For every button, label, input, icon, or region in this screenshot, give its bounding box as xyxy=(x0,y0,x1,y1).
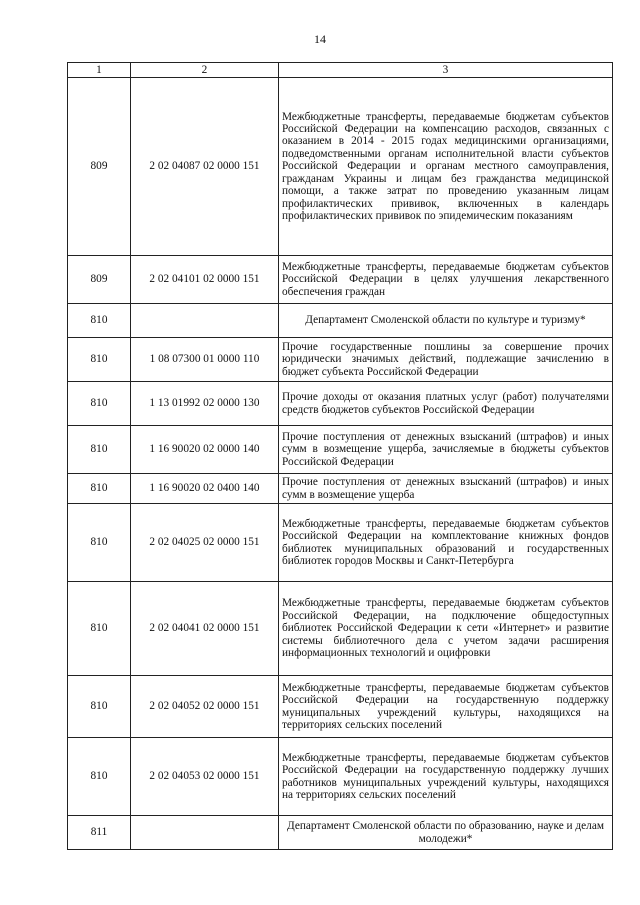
admin-code-cell: 811 xyxy=(68,816,131,850)
revenue-code-cell xyxy=(131,304,279,338)
revenue-code-cell: 1 08 07300 01 0000 110 xyxy=(131,338,279,382)
table-row xyxy=(68,338,613,382)
table-row xyxy=(68,676,613,738)
revenue-code-cell xyxy=(131,816,279,850)
department-title-cell: Департамент Смоленской области по культуре и туризму* xyxy=(279,304,613,338)
table-row xyxy=(68,78,613,256)
department-row xyxy=(68,816,613,850)
admin-code-cell: 810 xyxy=(68,338,131,382)
admin-code-cell: 810 xyxy=(68,304,131,338)
page-number: 14 xyxy=(314,32,326,46)
revenue-code-cell: 2 02 04087 02 0000 151 xyxy=(131,78,279,256)
admin-code-cell: 810 xyxy=(68,582,131,676)
table-row xyxy=(68,382,613,426)
table-row xyxy=(68,256,613,304)
department-title-cell: Департамент Смоленской области по образованию, науке и делам молодежи* xyxy=(279,816,613,850)
admin-code-cell: 810 xyxy=(68,426,131,474)
column-header-1: 1 xyxy=(68,63,131,78)
description-cell: Прочие доходы от оказания платных услуг (работ) получателями средств бюджетов субъектов Российской Федерации xyxy=(279,382,613,426)
description-cell: Межбюджетные трансферты, передаваемые бюджетам субъектов Российской Федерации на комплектование книжных фондов библиотек муниципальных образований и государственных библиотек городов Москвы и Санкт-Петербурга xyxy=(279,504,613,582)
budget-revenue-table xyxy=(67,62,613,850)
description-cell: Межбюджетные трансферты, передаваемые бюджетам субъектов Российской Федерации в целях улучшения лекарственного обеспечения граждан xyxy=(279,256,613,304)
table-header-row xyxy=(68,63,613,78)
admin-code-cell: 809 xyxy=(68,78,131,256)
revenue-code-cell: 1 13 01992 02 0000 130 xyxy=(131,382,279,426)
description-cell: Межбюджетные трансферты, передаваемые бюджетам субъектов Российской Федерации на государственную поддержку лучших работников муниципальных учреждений культуры, находящихся на территориях сельских поселений xyxy=(279,738,613,816)
revenue-code-cell: 1 16 90020 02 0000 140 xyxy=(131,426,279,474)
table-row xyxy=(68,426,613,474)
table-row xyxy=(68,582,613,676)
admin-code-cell: 809 xyxy=(68,256,131,304)
admin-code-cell: 810 xyxy=(68,474,131,504)
revenue-code-cell: 2 02 04101 02 0000 151 xyxy=(131,256,279,304)
table-row xyxy=(68,738,613,816)
description-cell: Прочие государственные пошлины за совершение прочих юридически значимых действий, подлежащие зачислению в бюджет субъекта Российской Федерации xyxy=(279,338,613,382)
admin-code-cell: 810 xyxy=(68,738,131,816)
column-header-2: 2 xyxy=(131,63,279,78)
revenue-code-cell: 2 02 04052 02 0000 151 xyxy=(131,676,279,738)
department-row xyxy=(68,304,613,338)
column-header-3: 3 xyxy=(279,63,613,78)
table-row xyxy=(68,474,613,504)
description-cell: Межбюджетные трансферты, передаваемые бюджетам субъектов Российской Федерации на компенсацию расходов, связанных с оказанием в 2014 - 2015 годах медицинскими организациями, подведомственными органам исполнительной власти субъектов Российской Федерации и органам местного самоуправления, гражданам Украины и лицам без гражданства медицинской помощи, а также затрат по проведению указанным лицам профилактических прививок, включенных в календарь профилактических прививок по эпидемическим показаниям xyxy=(279,78,613,256)
admin-code-cell: 810 xyxy=(68,504,131,582)
revenue-code-cell: 2 02 04053 02 0000 151 xyxy=(131,738,279,816)
revenue-code-cell: 2 02 04041 02 0000 151 xyxy=(131,582,279,676)
description-cell: Межбюджетные трансферты, передаваемые бюджетам субъектов Российской Федерации на государственную поддержку муниципальных учреждений культуры, находящихся на территориях сельских поселений xyxy=(279,676,613,738)
admin-code-cell: 810 xyxy=(68,382,131,426)
revenue-code-cell: 2 02 04025 02 0000 151 xyxy=(131,504,279,582)
description-cell: Межбюджетные трансферты, передаваемые бюджетам субъектов Российской Федерации, на подключение общедоступных библиотек Российской Федерации к сети «Интернет» и развитие системы библиотечного дела с учетом задачи расширения информационных технологий и оцифровки xyxy=(279,582,613,676)
description-cell: Прочие поступления от денежных взысканий (штрафов) и иных сумм в возмещение ущерба xyxy=(279,474,613,504)
table-row xyxy=(68,504,613,582)
description-cell: Прочие поступления от денежных взысканий (штрафов) и иных сумм в возмещение ущерба, зачисляемые в бюджеты субъектов Российской Федерации xyxy=(279,426,613,474)
admin-code-cell: 810 xyxy=(68,676,131,738)
revenue-code-cell: 1 16 90020 02 0400 140 xyxy=(131,474,279,504)
